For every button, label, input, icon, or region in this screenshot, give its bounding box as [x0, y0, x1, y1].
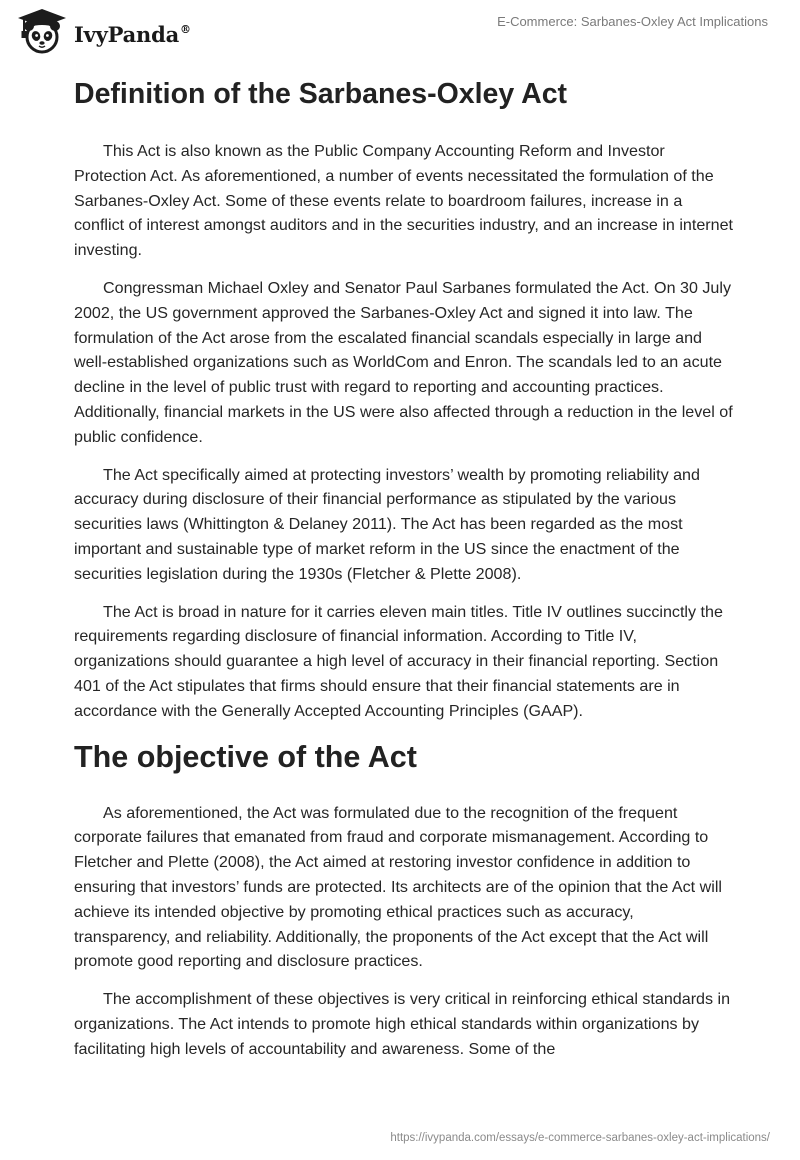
panda-graduation-cap-icon [14, 6, 70, 56]
paragraph: The Act is broad in nature for it carries eleven main titles. Title IV outlines succinctly the requirements regarding disclosure of financial information. According to Title IV, organizations should guarantee a high level of accuracy in their financial reporting. Section 401 of the Act stipulates that firms should ensure that their financial statements are in accordance with the Generally Accepted Accounting Principles (GAAP). [74, 602, 723, 720]
paragraph: The accomplishment of these objectives is very critical in reinforcing ethical standards in organizations. The Act intends to promote high ethical standards within organizations by facilitating high levels of accountability and awareness. Some of the [74, 990, 731, 1058]
paragraph: This Act is also known as the Public Company Accounting Reform and Investor Protection Act. As aforementioned, a number of events necessitated the formulation of the Sarbanes-Oxley Act. Some of these events relate to boardroom failures, increase in a conflict of interest amongst auditors and in the securities industry, and an increase in internet investing. [74, 142, 734, 260]
section-heading: Definition of the Sarbanes-Oxley Act [74, 78, 568, 110]
document-title: E-Commerce: Sarbanes-Oxley Act Implications [497, 14, 768, 29]
essay-content [74, 70, 734, 1075]
paragraph: As aforementioned, the Act was formulated due to the recognition of the frequent corporate failures that emanated from fraud and corporate mismanagement. According to Fletcher and Plette (2008), the Act aimed at restoring investor confidence in addition to ensuring that investors’ funds are protected. Its architects are of the opinion that the Act will achieve its intended objective by promoting ethical practices such as accuracy, transparency, and reliability. Additionally, the proponents of the Act except that the Act will promote good reporting and disclosure practices. [74, 803, 722, 971]
brand-name-text: IvyPanda [74, 21, 180, 47]
brand-name [74, 22, 191, 47]
ivypanda-logo[interactable] [14, 6, 191, 56]
paragraph: The Act specifically aimed at protecting investors’ wealth by promoting reliability and accuracy during disclosure of their financial performance as stipulated by the various securities laws (Whittington & Delaney 2011). The Act has been regarded as the most important and sustainable type of market reform in the US since the enactment of the securities legislation during the 1930s (Fletcher & Plette 2008). [74, 465, 700, 583]
paragraph: Congressman Michael Oxley and Senator Paul Sarbanes formulated the Act. On 30 July 2002, the US government approved the Sarbanes-Oxley Act and signed it into law. The formulation of the Act arose from the escalated financial scandals especially in large and well-established organizations such as WorldCom and Enron. The scandals led to an acute decline in the level of public trust with regard to reporting and accounting practices. Additionally, financial markets in the US were also affected through a reduction in the level of public confidence. [74, 278, 733, 446]
registered-mark: ® [180, 22, 191, 36]
source-url[interactable]: https://ivypanda.com/essays/e-commerce-sarbanes-oxley-act-implications/ [390, 1132, 770, 1144]
section-heading: The objective of the Act [74, 739, 417, 774]
